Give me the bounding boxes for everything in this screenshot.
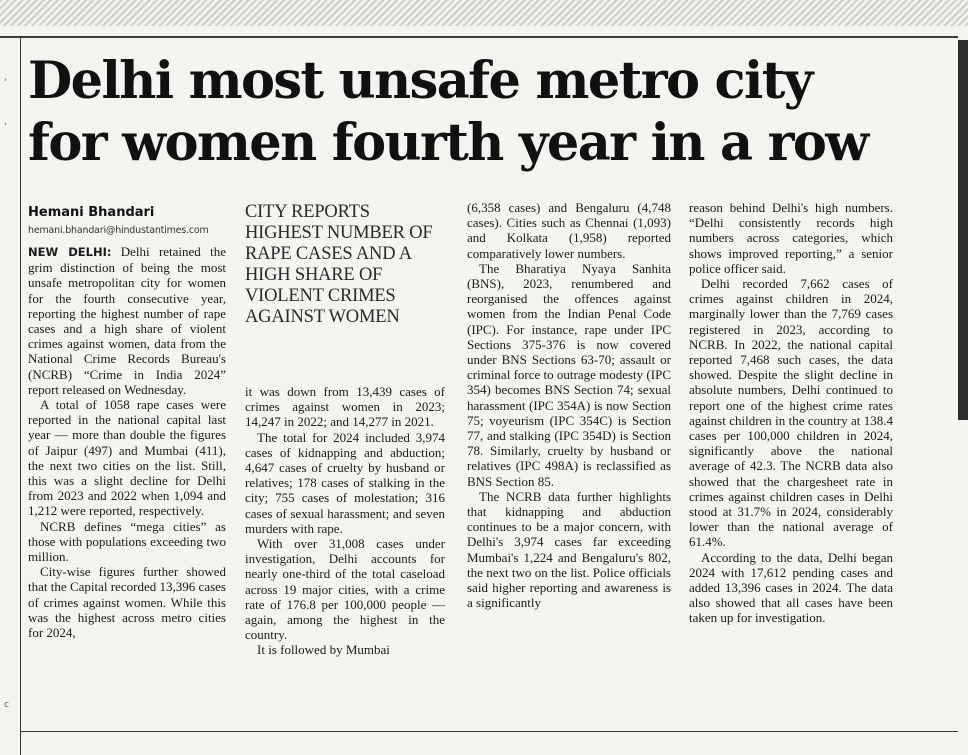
top-rule <box>0 36 958 38</box>
column-4 <box>689 200 893 626</box>
paragraph: A total of 1058 rape cases were reported in the national capital last year — more than double the figures of Jaipur (497) and Mumbai (411), the next two cities on the list. Still, this was a slight decline for Delhi from 2023 and 2022 when 1,094 and 1,212 were reported, respectively. <box>28 397 226 519</box>
right-page-edge <box>958 40 968 420</box>
paragraph: (6,358 cases) and Bengaluru (4,748 cases). Cities such as Chennai (1,093) and Kolkata (1,958) reported comparatively lower numbers. <box>467 200 671 261</box>
headline <box>28 50 918 174</box>
byline: Hemani Bhandari <box>28 205 155 220</box>
paragraph: The total for 2024 included 3,974 cases of kidnapping and abduction; 4,647 cases of cruelty by husband or relatives; 178 cases of stalking in the city; 755 cases of molestation; 316 cases of sexual harassment; and seven murders with rape. <box>245 429 445 536</box>
column-1 <box>28 244 226 640</box>
paragraph: With over 31,008 cases under investigation, Delhi accounts for nearly one-third of the total caseload across 19 major cities, with a crime rate of 176.8 per 100,000 people — again, among the highest in the country. <box>245 536 445 643</box>
paragraph: City-wise figures further showed that the Capital recorded 13,396 cases of crimes against women. While this was the highest across metro cities for 2024, <box>28 564 226 641</box>
paragraph: The Bharatiya Nyaya Sanhita (BNS), 2023, renumbered and reorganised the offences against women from the Indian Penal Code (IPC). For instance, rape under IPC Sections 375-376 is now covered under BNS Sections 63-70; assault or criminal force to outrage modesty (IPC 354) becomes BNS Section 74; sexual harassment (IPC 354A) is now Section 75; voyeurism (IPC 354C) is Section 77, and stalking (IPC 354D) is Section 78. Similarly, cruelty by husband or relatives (IPC 498A) is reclassified as BNS Section 85. <box>467 260 671 489</box>
paragraph-text: Delhi retained the grim distinction of being the most unsafe metropolitan city for women for the fourth consecutive year, reporting the highest number of rape cases and a high share of violent crimes against women, data from the National Crime Records Bureau's (NCRB) “Crime in India 2024” report released on Wednesday. <box>28 244 226 397</box>
left-column-rule <box>20 36 21 755</box>
edge-mark: ' <box>4 122 7 132</box>
edge-mark: c <box>4 700 9 710</box>
paragraph: NCRB defines “mega cities” as those with populations exceeding two million. <box>28 518 226 565</box>
author-email: hemani.bhandari@hindustantimes.com <box>28 225 209 236</box>
paragraph <box>28 244 226 397</box>
paragraph: it was down from 13,439 cases of crimes against women in 2023; 14,247 in 2022; and 14,277 in 2021. <box>245 384 445 430</box>
pull-quote: CITY REPORTS HIGHEST NUMBER OF RAPE CASES AND A HIGH SHARE OF VIOLENT CRIMES AGAINST WOMEN <box>245 202 433 327</box>
edge-mark: ' <box>4 78 7 88</box>
paragraph: The NCRB data further highlights that kidnapping and abduction continues to be a major concern, with Delhi's 3,974 cases far exceeding Mumbai's 1,224 and Bengaluru's 802, the next two on the list. Police officials said higher reporting and awareness is a significantly <box>467 488 671 611</box>
column-3 <box>467 200 671 610</box>
paragraph: reason behind Delhi's high numbers. “Delhi consistently records high numbers across categories, which shows improved reporting,” a senior police officer said. <box>689 200 893 276</box>
top-hatched-margin <box>0 0 968 26</box>
headline-line-2: for women fourth year in a row <box>28 113 868 173</box>
bottom-rule <box>20 731 958 732</box>
paragraph: Delhi recorded 7,662 cases of crimes against children in 2024, marginally lower than the 7,769 cases registered in 2023, according to NCRB. In 2022, the national capital reported 7,468 such cases, the data showed. Despite the slight decline in absolute numbers, Delhi continued to report one of the highest crime rates against children in the country at 138.4 cases per 100,000 children in 2024, significantly above the national average of 42.3. The NCRB data also showed that the chargesheet rate in crimes against children cases in Delhi stood at 31.7% in 2024, considerably lower than the national average of 61.4%. <box>689 276 893 550</box>
paragraph: According to the data, Delhi began 2024 with 17,612 pending cases and added 13,396 cases in 2024. The data also showed that all cases have been taken up for investigation. <box>689 549 893 626</box>
paragraph: It is followed by Mumbai <box>257 642 390 658</box>
column-2 <box>245 384 445 658</box>
headline-line-1: Delhi most unsafe metro city <box>28 51 812 111</box>
dateline: NEW DELHI: <box>28 245 112 259</box>
